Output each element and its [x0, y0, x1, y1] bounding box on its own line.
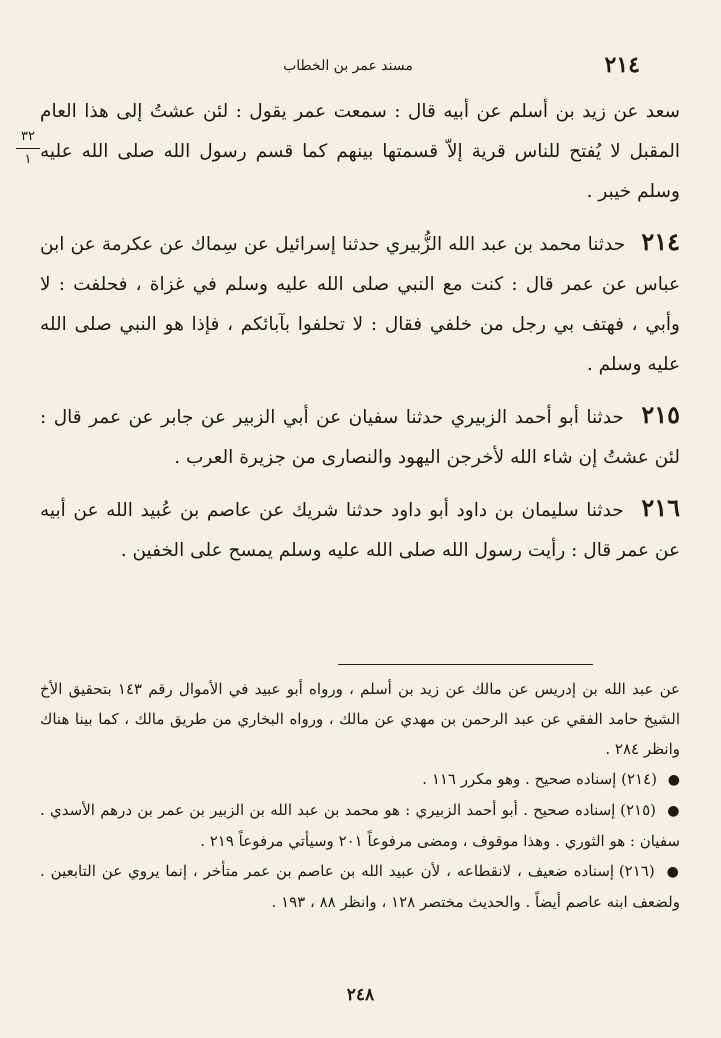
hadith-215	[40, 395, 680, 478]
footnote-text: (٢١٦) إسناده ضعيف ، لانقطاعه ، لأن عبيد الله بن عاصم بن عمر متأخر ، إنما يروي عن التابعين . ولضعف ابنه عاصم أيضاً . والحديث مختصر ١٢٨ ، وانظر ٨٨ ، ١٩٣ .	[40, 862, 680, 911]
hadith-number: ٢١٦	[641, 493, 680, 522]
paragraph-text: حدثنا أبو أحمد الزبيري حدثنا سفيان عن أبي الزبير عن جابر عن عمر قال : لئن عشتُ إن شاء الله لأخرجن اليهود والنصارى من جزيرة العرب .	[40, 407, 680, 468]
main-text	[40, 92, 680, 571]
running-title: مسند عمر بن الخطاب	[283, 58, 413, 74]
paragraph-text: حدثنا محمد بن عبد الله الزُّبيري حدثنا إسرائيل عن سِماك عن عكرمة عن ابن عباس عن عمر قال : كنت مع النبي صلى الله عليه وسلم في غزاة ، فحلفت : لا وأبي ، فهتف بي رجل من خلفي فقال : لا تحلفوا بآبائكم ، فإذا هو النبي صلى الله عليه وسلم .	[40, 234, 680, 375]
footnote-text: (٢١٤) إسناده صحيح . وهو مكرر ١١٦ .	[422, 770, 657, 788]
hadith-number: ٢١٤	[641, 227, 681, 256]
paragraph-text: حدثنا سليمان بن داود أبو داود حدثنا شريك عن عاصم بن عُبيد الله عن أبيه عن عمر قال : رأيت رسول الله صلى الله عليه وسلم يمسح على الخفين .	[40, 500, 680, 561]
margin-ref-bottom: ١	[24, 152, 32, 167]
footnote-divider	[338, 664, 593, 665]
footnote-text: عن عبد الله بن إدريس عن مالك عن زيد بن أسلم ، ورواه أبو عبيد في الأموال رقم ١٤٣ بتحقيق الأخ الشيخ حامد الفقي عن عبد الرحمن بن مهدي عن مالك ، ورواه البخاري من طريق مالك ، كما بينا هناك وانظر ٢٨٤ .	[40, 680, 681, 758]
footnotes	[40, 674, 680, 917]
footnote-text: (٢١٥) إسناده صحيح . أبو أحمد الزبيري : هو محمد بن عبد الله بن الزبير بن عمر بن درهم الأسدي . سفيان : هو الثوري . وهذا موقوف ، ومضى مرفوعاً ٢٠١ وسيأتي مرفوعاً ٢١٩ .	[40, 801, 680, 850]
bullet-icon: ●	[667, 803, 680, 819]
footnote-continuation	[40, 674, 680, 764]
hadith-216	[40, 488, 680, 571]
bullet-icon: ●	[666, 864, 680, 880]
footnote-216	[40, 856, 680, 917]
bullet-icon: ●	[667, 772, 680, 788]
header-page-number: ٢١٤	[604, 52, 640, 78]
paragraph-text: سعد عن زيد بن أسلم عن أبيه قال : سمعت عمر يقول : لئن عشتُ إلى هذا العام المقبل لا يُفتح للناس قرية إلاّ قسمتها بينهم كما قسم رسول الله صلى الله عليه وسلم خيبر .	[40, 101, 680, 202]
margin-ref-top: ٣٢	[21, 129, 35, 144]
hadith-number: ٢١٥	[641, 400, 680, 429]
hadith-214	[40, 222, 680, 385]
footer-page-number: ٢٤٨	[346, 985, 375, 1005]
footnote-214	[40, 764, 680, 795]
paragraph-continuation	[40, 92, 680, 212]
margin-ref-line	[16, 148, 40, 149]
footnote-215	[40, 795, 680, 856]
page-header	[40, 52, 680, 82]
